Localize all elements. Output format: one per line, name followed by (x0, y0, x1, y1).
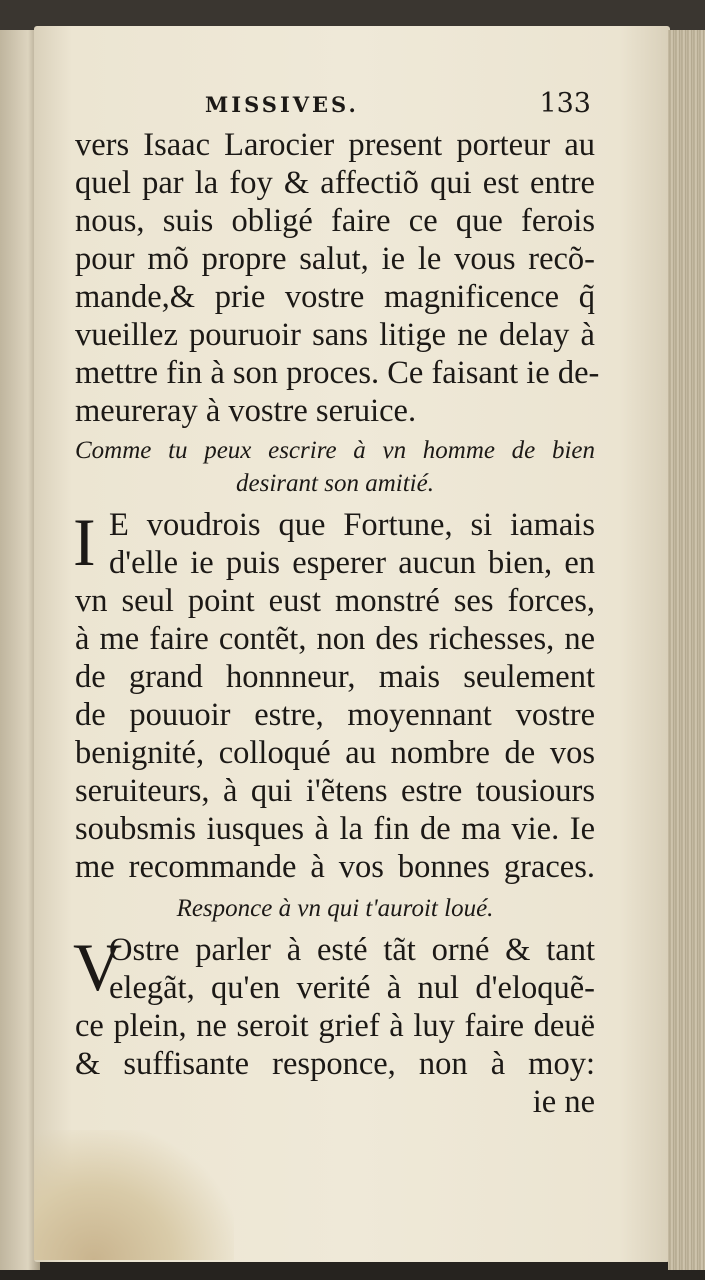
fore-edge (668, 30, 705, 1270)
section-heading: Comme tu peux escrire à vn homme de bien (75, 437, 595, 464)
text-line: de grand honnneur, mais seulement (75, 659, 595, 695)
section-heading: Responce à vn qui t'auroit loué. (176, 895, 494, 922)
text-line: benignité, colloqué au nombre de vos (75, 735, 595, 771)
paragraph-1 (75, 126, 600, 430)
letter-1 (75, 506, 595, 886)
text-line: E voudrois que Fortune, si iamais (109, 507, 595, 543)
text-line: ce plein, ne seroit grief à luy faire deuë (75, 1008, 595, 1044)
running-title: MISSIVES. (205, 92, 359, 117)
text-line: elegãt, qu'en verité à nul d'eloquẽ- (109, 970, 595, 1006)
text-line: nous, suis obligé faire ce que ferois (75, 203, 595, 239)
catchword: ie ne (532, 1084, 595, 1120)
text-line: Ostre parler à esté tãt orné & tant (109, 932, 595, 968)
text-line: vers Isaac Larocier present porteur au (75, 127, 595, 163)
text-line: de pouuoir estre, moyennant vostre (75, 697, 595, 733)
text-block (73, 88, 600, 1121)
drop-capital: V (73, 929, 123, 1005)
section-heading-continued: desirant son amitié. (236, 470, 434, 497)
text-line: vueillez pouruoir sans litige ne delay à (75, 317, 595, 353)
text-line: seruiteurs, à qui i'ẽtens estre tousiours (75, 773, 595, 809)
text-line: quel par la foy & affectiõ qui est entre (75, 165, 595, 201)
drop-capital: I (73, 504, 96, 580)
letter-2 (75, 931, 595, 1083)
text-line: & suffisante responce, non à moy: (75, 1046, 595, 1082)
page-stain (34, 1130, 234, 1260)
text-line: mande,& prie vostre magnificence q̃ (75, 279, 595, 315)
text-line: mettre fin à son proces. Ce faisant ie de- (75, 355, 600, 391)
text-line: meureray à vostre seruice. (75, 393, 417, 429)
page-number: 133 (539, 88, 591, 119)
text-line: vn seul point eust monstré ses forces, (75, 583, 595, 619)
text-line: d'elle ie puis esperer aucun bien, en (109, 545, 595, 581)
text-line: soubsmis iusques à la fin de ma vie. Ie (75, 811, 595, 847)
text-line: me recommande à vos bonnes graces. (75, 849, 595, 885)
text-line: pour mõ propre salut, ie le vous recõ- (75, 241, 595, 277)
page-header (75, 88, 595, 126)
text-line: à me faire contẽt, non des richesses, ne (75, 621, 595, 657)
